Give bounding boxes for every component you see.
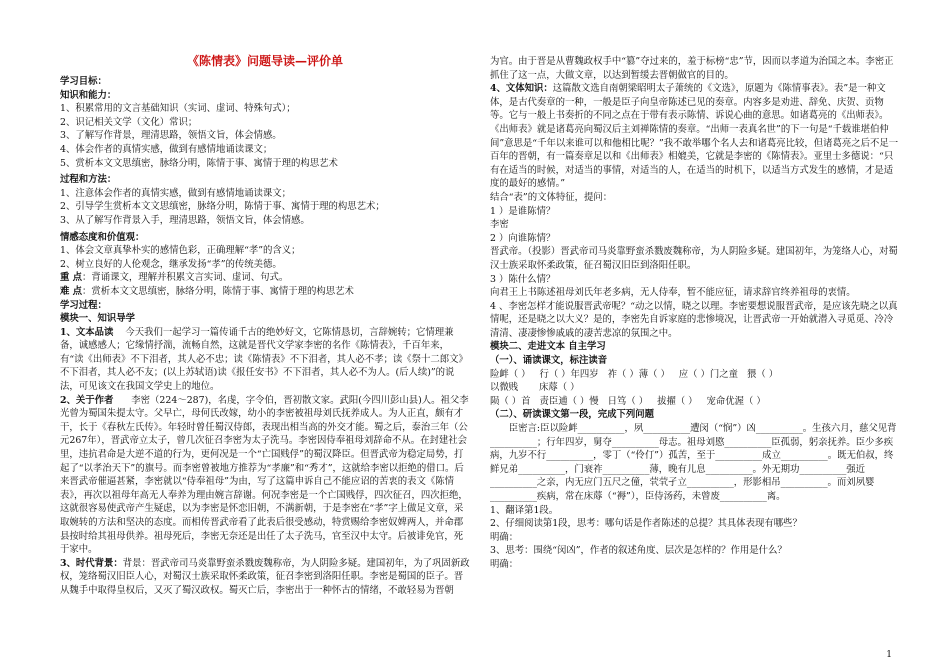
question-intro: 结合“表”的文体特征，提问：	[490, 191, 613, 203]
s4-text: 这篇散文选自南朝梁昭明太子萧统的《文选》，原题为《陈情事表》。表”是一种文体，是古代奏章的一种，一般是臣子向皇帝陈述已见的奏章。内容多是劝进、辞免、庆贺、贡物等。它与一般上书奏折的不同之点在于带有表示陈情、诉说心曲的意思。如诸葛亮的《出师表》。《出师表》就是诸葛亮向蜀汉后主刘禅陈情的奏章。“出师一表真名世”的下一句是“千载谁堪伯仲间”意思是“千年以来谁可以和他相比呢？”我不敢举哪个名人去和诸葛亮比较，但诸葛亮之后不足一百年的晋朝，有一篇奏章足以和《出师表》相媲美，它就是李密的《陈情表》。亚里士多德说：“只有在适当的时候，对适当的事情，对适当的人，在适当的时机下，以适当方式发生的感情，才是适度的最好的感情。”	[490, 83, 899, 190]
s1-text: 今天我们一起学习一篇传诵千古的绝妙好文，它陈情恳切，言辞婉转；它情理兼备，诚感感人；它缘情抒湍，流畅自然，这就是晋代文学家李密的名作《陈情表》，千百年来，有“读《出师表》不下泪者，其人必不忠；读《陈情表》不下泪者，其人必不孝；读《祭十二郎文》不下泪者，其人必不友；(以上苏轼语)读《报任安书》不下泪者，其人必不为人。(后人续)”的说法，可见该文在我国文学史上的地位。	[60, 326, 468, 393]
pronunciation-row	[490, 395, 900, 409]
difficulty-label: 难 点	[60, 285, 83, 297]
pron-item: 拔擢（ ）	[657, 395, 698, 407]
knowledge-item: 4、体会作者的真情实感，做到有感情地诵读课文；	[60, 143, 273, 155]
s3-text: 背景：晋武帝司马炎靠野蛮杀戮废魏称帝，为人阴险多疑。建国初年，为了巩固新政权，笼络蜀汉旧臣人心，对蜀汉士族采取怀柔政策，征召李密到洛阳任职。李密是蜀国的臣子。晋从魏手中取得皇权后，又灭了蜀汉政权。蜀灭亡后，李密出于一种怀古的情绪，不敢轻易为晋朝	[60, 557, 470, 596]
pron-item: 责臣逋（ ）慢	[539, 395, 599, 407]
pron-item: 以微贱	[490, 382, 519, 394]
answer-3: 向君王上书陈述祖母刘氏年老多病，无人侍奉，暂不能应征，请求辞官终养祖母的衷情。	[490, 287, 856, 299]
module1-heading: 模块一、知识导学	[60, 313, 136, 325]
pron-item: 险衅（ ）	[490, 368, 531, 380]
process-item: 2、引导学生赏析本文文思缜密，脉络分明，陈情于事、寓情于理的构思艺术；	[60, 201, 385, 213]
emotion-heading: 情感态度和价值观：	[60, 231, 145, 243]
pron-item: 祚（ ）薄（ ）	[607, 368, 670, 380]
knowledge-item: 3、了解写作背景，理清思路，领悟文旨，体会情感。	[60, 130, 282, 142]
knowledge-item: 5、赏析本文文思缜密，脉络分明，陈情于事、寓情于理的构思艺术	[60, 157, 338, 169]
emotion-item: 2、树立良好的人伦观念，继承发扬“孝”的传统美德。	[60, 258, 282, 270]
pron-item: 猥（ ）	[746, 368, 779, 380]
left-column	[60, 75, 470, 598]
s2-text: 李密（224～287)，名虔，字令伯，晋初散文家。武阳(今四川彭山县)人。祖父李光曾为蜀国朱提太守。父早亡，母何氏改嫁，幼小的李密被祖母刘氏抚养成人。为人正直，颇有才干，长于《春秋左氏传》。年轻时曾任蜀汉侍郎，表现出相当高的外交才能。蜀之后，泰治三年（公元267年），晋武帝立太子，曾几次征召李密为太子洗马。李密因侍奉祖母刘辞命不从。在封建社会里，违抗君命是大逆不道的行为，更何况是一个“亡国贱俘”的蜀汉降臣。但晋武帝为稳定局势，打起了“以孝治天下”的旗号。而李密曾被地方推荐为“孝廉”和“秀才”，这就给李密以拒绝的借口。后来晋武帝催逼甚紧，李密就以“侍奉祖母”为由，写了这篇申诉自己不能应诏的苦衷的表文《陈情表》，再次以祖母年高无人奉养为理由婉言辞谢。何况李密是一个亡国贱俘，四次征召，四次拒绝，这就很容易使武帝产生疑虑，以为李密是怀恋旧朝，不满新朝，于是李密在“孝”字上做足文章，采取婉转的方法和坚决的态度。而相传晋武帝看了此表后很受感动，特赏赐给李密奴婢两人，并命郡县按时给其祖母供养。祖母死后，李密无奈还是出任了太子洗马，官至汉中太守。后被诽免官，死于家中。	[60, 394, 469, 556]
pron-item: 应（ ）门之童	[678, 368, 739, 380]
question-3: 3 ）陈什么情？	[490, 273, 556, 285]
answer-2: 晋武帝。（投影）晋武帝司马炎靠野蛮杀戮废魏称帝，为人阴险多疑。建国初年，为笼络人心，对蜀汉士族采取怀柔政策，征召蜀汉旧臣到洛阳任职。	[490, 246, 898, 271]
pronunciation-row	[490, 381, 900, 395]
pron-item: 行（ ）年四岁	[539, 368, 599, 380]
s4-label: 4、文体知识：	[490, 83, 553, 95]
knowledge-heading: 知识和能力：	[60, 89, 117, 101]
knowledge-item: 2、识记相关文学（文化）常识；	[60, 116, 198, 128]
task-3: 3、思考：围绕“闵凶”，作者的叙述角度、层次是怎样的？作用是什么？	[490, 545, 787, 557]
goals-heading: 学习目标：	[60, 76, 107, 87]
sub1-heading: （一）、诵读课文，标注读音	[490, 355, 608, 367]
pron-item: 陨（ ）首	[490, 395, 531, 407]
fill-in-passage: 臣密言:臣以险衅__________，夙__________遭闵（“悯”）凶__________。生孩六月，慈父见背__________；行年四岁，舅夺__________母志。祖母刘愍__________臣孤弱，躬亲抚养。臣少多疾病，九岁不行__________，零丁（“伶仃”）孤苦，至于__________成立__________。既无伯叔，终鲜兄弟__________，门衰祚__________薄，晚有儿息__________。外无期功__________强近__________之亲，内无应门五尺之僮，茕茕孑立__________，形影相吊__________。而刘夙婴__________疾病，常在床蓐（“褥”），臣侍汤药，未曾废__________离。	[490, 423, 897, 502]
difficulty-text: ：赏析本文文思缜密，脉络分明，陈情于事、寓情于理的构思艺术	[82, 285, 354, 297]
task-1: 1、翻译第1段。	[490, 504, 559, 516]
pronunciation-row	[490, 368, 900, 382]
page-number: 1	[886, 650, 892, 661]
right-paragraph: 为官。由于晋是从曹魏政权手中“篡”夺过来的，羞于标榜“忠”节，因而以孝道为治国之本。李密正抓住了这一点，大做文章，以达到暂缓去晋朝做官的目的。	[490, 56, 894, 81]
question-4: 4 、李密怎样才能说服晋武帝呢？“动之以情，晓之以理。李密要想说服晋武帝，是应该先晓之以真情呢，还是晓之以大义？是的，李密先自诉家庭的悲惨境况，让晋武帝一开始就潜入寻觅觅、冷冷清清、凄凄惨惨戚戚的凄苦悲凉的氛围之中。	[490, 300, 898, 339]
pron-item: 日笃（ ）	[607, 395, 649, 407]
module2-heading: 模块二、走进文本 自主学习	[490, 341, 606, 353]
question-2: 2 ）向谁陈情？	[490, 232, 556, 244]
answer-1: 李密	[490, 219, 509, 231]
pron-item: 床蓐（ ）	[539, 382, 580, 394]
task-2: 2、仔细阅读第1段，思考：哪句话是作者陈述的总提？其具体表现有哪些？	[490, 518, 802, 530]
process-item: 1、注意体会作者的真情实感，做到有感情地诵读课文；	[60, 187, 291, 199]
page-title: 《陈情表》问题导读—评价单	[186, 54, 343, 68]
process-item: 3、从了解写作背景入手，理清思路，领悟文旨，体会情感。	[60, 214, 310, 226]
emotion-item: 1、体会文章真挚朴实的感情色彩，正确理解“孝”的含义；	[60, 245, 301, 257]
key-label: 重 点	[60, 272, 83, 284]
sub2-heading: （二）、研读课文第一段，完成下列问题	[490, 409, 655, 421]
task-2-answer: 明确：	[490, 531, 519, 543]
task-3-answer: 明确：	[490, 558, 519, 570]
pron-item: 宠命优渥（ ）	[706, 395, 766, 407]
s1-label: 1、文本品读	[60, 326, 114, 338]
s3-label: 3、时代背景：	[60, 557, 123, 569]
question-1: 1 ）是谁陈情？	[490, 205, 556, 217]
process2-heading: 学习过程：	[60, 299, 107, 311]
knowledge-item: 1、积累常用的文言基础知识（实词、虚词、特殊句式）；	[60, 103, 296, 115]
key-text: ：背诵课文，理解并积累文言实词、虚词、句式。	[82, 272, 289, 284]
process-heading: 过程和方法：	[60, 174, 117, 186]
right-column	[490, 55, 900, 572]
s2-label: 2、关于作者	[60, 394, 114, 406]
